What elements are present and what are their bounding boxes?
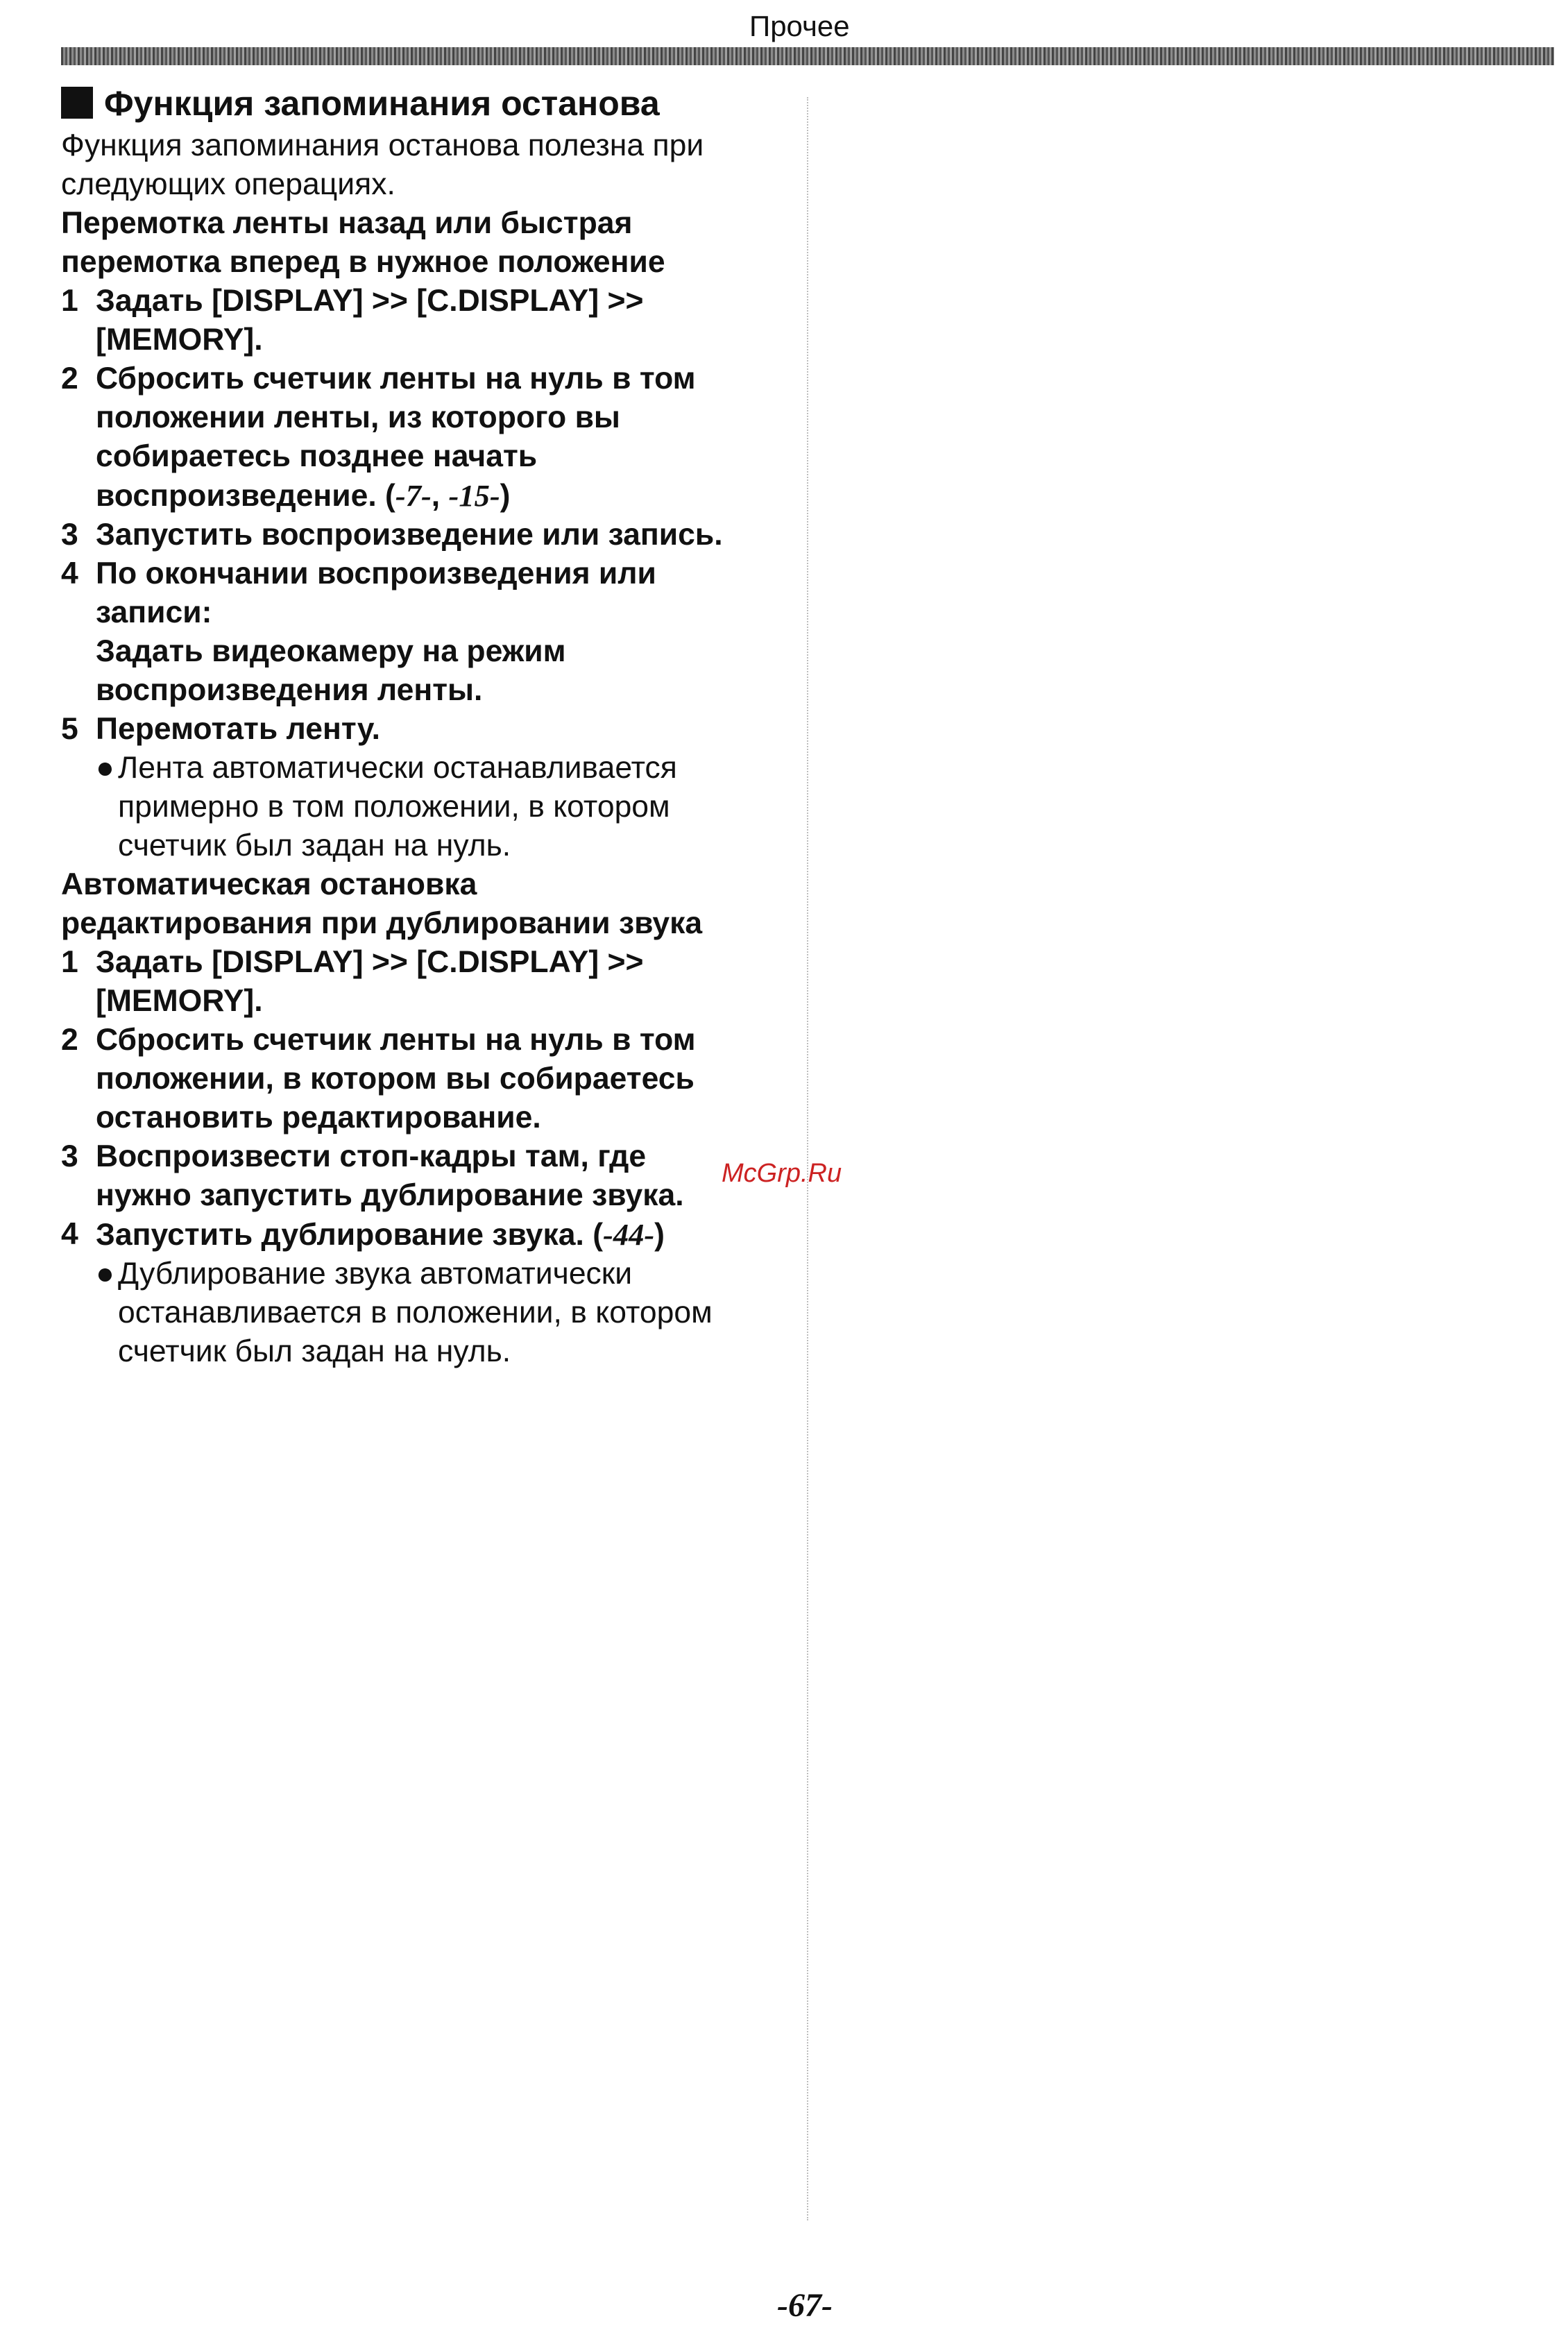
part2-heading-line-1: Автоматическая остановка xyxy=(61,867,477,901)
ref-separator: , xyxy=(431,479,449,513)
step-line: нужно запустить дублирование звука. xyxy=(96,1178,684,1212)
note-line: Лента автоматически останавливается xyxy=(118,751,677,785)
step-number: 1 xyxy=(61,945,78,979)
part1-heading-line-1: Перемотка ленты назад или быстрая xyxy=(61,206,633,240)
part1-step-5 xyxy=(61,710,803,749)
page-header-title: Прочее xyxy=(749,10,850,42)
part1-heading-line-2: перемотка вперед в нужное положение xyxy=(61,245,665,279)
step-line: Задать видеокамеру на режим xyxy=(96,634,566,668)
note-line: Дублирование звука автоматически xyxy=(118,1257,633,1291)
step-line: [MEMORY]. xyxy=(96,984,263,1018)
step-text: Запустить дублирование звука. ( xyxy=(96,1218,604,1252)
section-title-text: Функция запоминания останова xyxy=(104,84,660,123)
step-line: положении ленты, из которого вы xyxy=(96,400,620,434)
step-number: 3 xyxy=(61,1139,78,1173)
part2-step-3 xyxy=(61,1137,803,1215)
step-line: Перемотать ленту. xyxy=(96,712,380,746)
part1-note xyxy=(61,749,803,865)
step-number: 3 xyxy=(61,518,78,552)
part2-note xyxy=(61,1255,803,1371)
step-line: Сбросить счетчик ленты на нуль в том xyxy=(96,362,696,396)
step-number: 4 xyxy=(61,556,78,590)
part1-step-3 xyxy=(61,516,803,554)
step-number: 5 xyxy=(61,712,78,746)
note-line: счетчик был задан на нуль. xyxy=(118,1334,511,1368)
step-line: собираетесь позднее начать xyxy=(96,439,538,473)
step-text: воспроизведение. ( xyxy=(96,479,395,513)
step-line: записи: xyxy=(96,595,212,629)
step-number: 4 xyxy=(61,1217,78,1251)
part2-heading-line-2: редактирования при дублировании звука xyxy=(61,906,703,940)
step-number: 2 xyxy=(61,1023,78,1057)
intro-line-1: Функция запоминания останова полезна при xyxy=(61,128,704,162)
page-ref[interactable]: -7- xyxy=(395,478,432,513)
page-number: -67- xyxy=(777,2287,833,2324)
part1-step-1 xyxy=(61,282,803,359)
step-line: По окончании воспроизведения или xyxy=(96,556,656,590)
step-line: воспроизведения ленты. xyxy=(96,673,483,707)
step-line: остановить редактирование. xyxy=(96,1100,541,1134)
note-line: примерно в том положении, в котором xyxy=(118,790,670,824)
part2-step-2 xyxy=(61,1021,803,1137)
part1-step-2 xyxy=(61,359,803,516)
page-ref[interactable]: -44- xyxy=(603,1217,655,1252)
step-line: Сбросить счетчик ленты на нуль в том xyxy=(96,1023,696,1057)
step-line: [MEMORY]. xyxy=(96,323,263,357)
step-number: 2 xyxy=(61,362,78,396)
main-column xyxy=(61,82,803,1371)
step-line xyxy=(96,1215,803,1255)
bullet-icon: ● xyxy=(96,1257,114,1291)
step-line: Задать [DISPLAY] >> [C.DISPLAY] >> xyxy=(96,945,644,979)
ref-close: ) xyxy=(500,479,511,513)
header-rule xyxy=(61,47,1554,65)
step-line: положении, в котором вы собираетесь xyxy=(96,1062,694,1096)
step-line: Задать [DISPLAY] >> [C.DISPLAY] >> xyxy=(96,284,644,318)
step-line: Воспроизвести стоп-кадры там, где xyxy=(96,1139,647,1173)
ref-close: ) xyxy=(654,1218,665,1252)
bullet-icon: ● xyxy=(96,751,114,785)
step-line xyxy=(96,476,803,516)
page-ref[interactable]: -15- xyxy=(448,478,500,513)
black-square-icon xyxy=(61,87,93,119)
note-line: останавливается в положении, в котором xyxy=(118,1295,713,1329)
step-line: Запустить воспроизведение или запись. xyxy=(96,518,723,552)
part2-step-4 xyxy=(61,1215,803,1255)
step-number: 1 xyxy=(61,284,78,318)
part1-step-4 xyxy=(61,554,803,710)
intro-line-2: следующих операциях. xyxy=(61,167,395,201)
watermark: McGrp.Ru xyxy=(722,1159,842,1188)
section-title xyxy=(61,82,803,125)
part2-step-1 xyxy=(61,943,803,1021)
note-line: счетчик был задан на нуль. xyxy=(118,828,511,862)
